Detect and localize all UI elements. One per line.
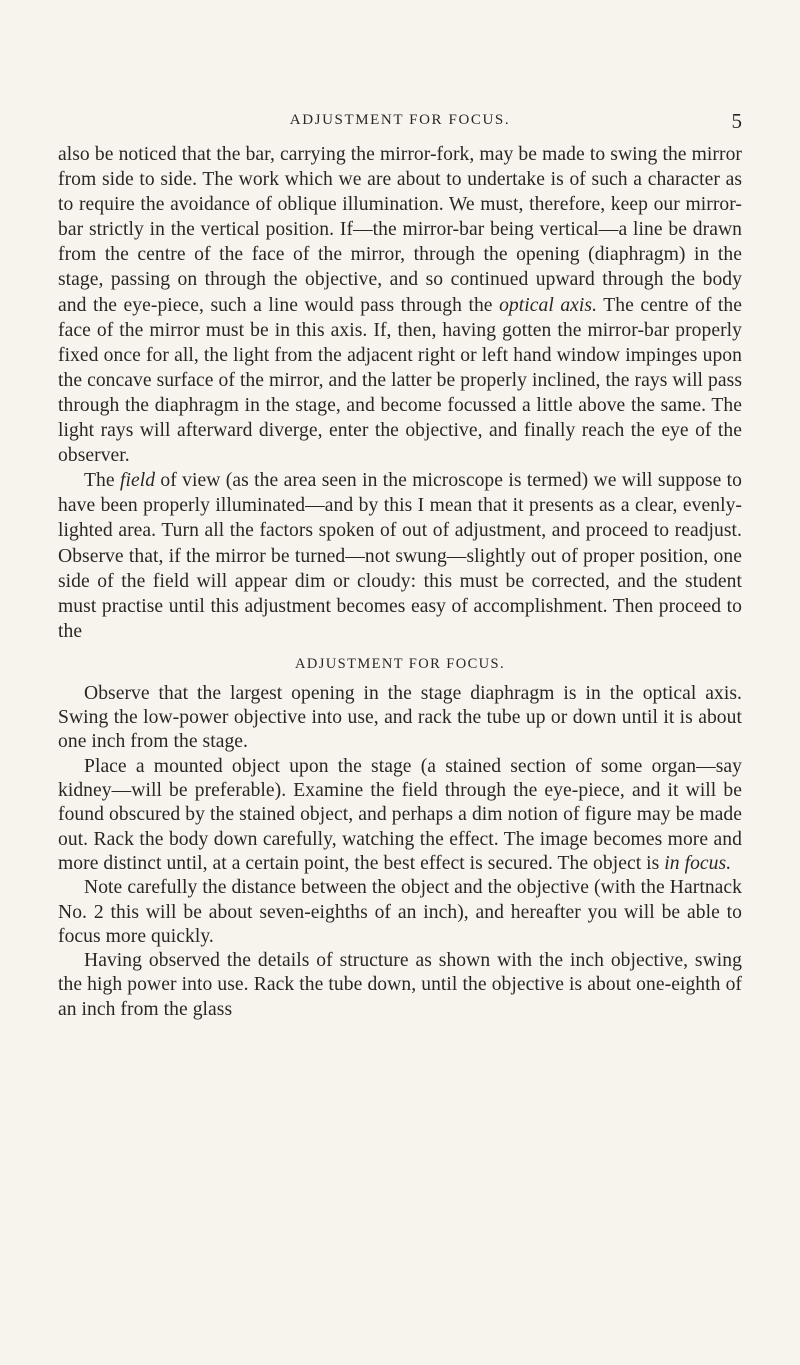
emphasis-optical-axis: optical axis.	[499, 294, 598, 316]
body-text	[58, 142, 742, 1022]
paragraph-4	[58, 755, 742, 876]
book-page	[58, 109, 743, 1022]
paragraph-2-text-b: of view (as the area seen in the microscope is termed) we will suppose to have been properly illuminated—and by this I mean that it presents as a clear, evenly-lighted area. Turn all the factors spoken of out of adjustment, and proceed to readjust. Observe that, if the mirror be turned—not swung—slightly out of proper position, one side of the field will appear dim or cloudy: this must be corrected, and the student must practise until this adjustment becomes easy of accomplishment. Then proceed to the	[58, 470, 742, 642]
paragraph-1	[58, 142, 742, 468]
paragraph-5: Note carefully the distance between the object and the objective (with the Hartnack No. 2 this will be about seven-eighths of an inch), and hereafter you will be able to focus more quickly.	[58, 877, 742, 947]
paragraph-1-text-a: also be noticed that the bar, carrying the mirror-fork, may be made to swing the mirror from side to side. The work which we are about to undertake is of such a character as to require the avoidance of oblique illumination. We must, therefore, keep our mirror-bar strictly in the vertical position. If—the mirror-bar being vertical—a line be drawn from the centre of the face of the mirror, through the opening (diaphragm) in the stage, passing on through the objective, and so continued upward through the body and the eye-piece, such a line would pass through the	[58, 144, 742, 316]
paragraph-3: Observe that the largest opening in the stage diaphragm is in the optical axis. Swing the low-power objective into use, and rack the tube up or down until it is about one inch from the stage.	[58, 682, 742, 753]
running-head	[58, 109, 742, 142]
section-heading: ADJUSTMENT FOR FOCUS.	[294, 655, 506, 672]
paragraph-4-text: Place a mounted object upon the stage (a stained section of some organ—say kidney—will be preferable). Examine the field through the eye-piece, and it will be found obscured by the stained object, and perhaps a dim notion of figure may be made out. Rack the body down carefully, watching the effect. The image becomes more and more distinct until, at a certain point, the best effect is secured. The object is	[58, 755, 742, 874]
paragraph-2	[58, 468, 742, 644]
paragraph-6: Having observed the details of structure as shown with the inch objective, swing the high power into use. Rack the tube down, until the objective is about one-eighth of an inch from the glass	[58, 950, 742, 1020]
paragraph-2-text-a: The	[84, 470, 120, 492]
running-title: ADJUSTMENT FOR FOCUS.	[289, 112, 511, 128]
emphasis-field: field	[119, 470, 156, 492]
paragraph-1-text-b: The centre of the face of the mirror must be in this axis. If, then, having gotten the mirror-bar properly fixed once for all, the light from the adjacent right or left hand window impinges upon the concave surface of the mirror, and the latter be properly inclined, the rays will pass through the diaphragm in the stage, and become focussed a little above the same. The light rays will afterward diverge, enter the objective, and finally reach the eye of the observer.	[58, 294, 743, 467]
page-number: 5	[731, 109, 742, 133]
emphasis-in-focus: in focus.	[664, 852, 732, 874]
